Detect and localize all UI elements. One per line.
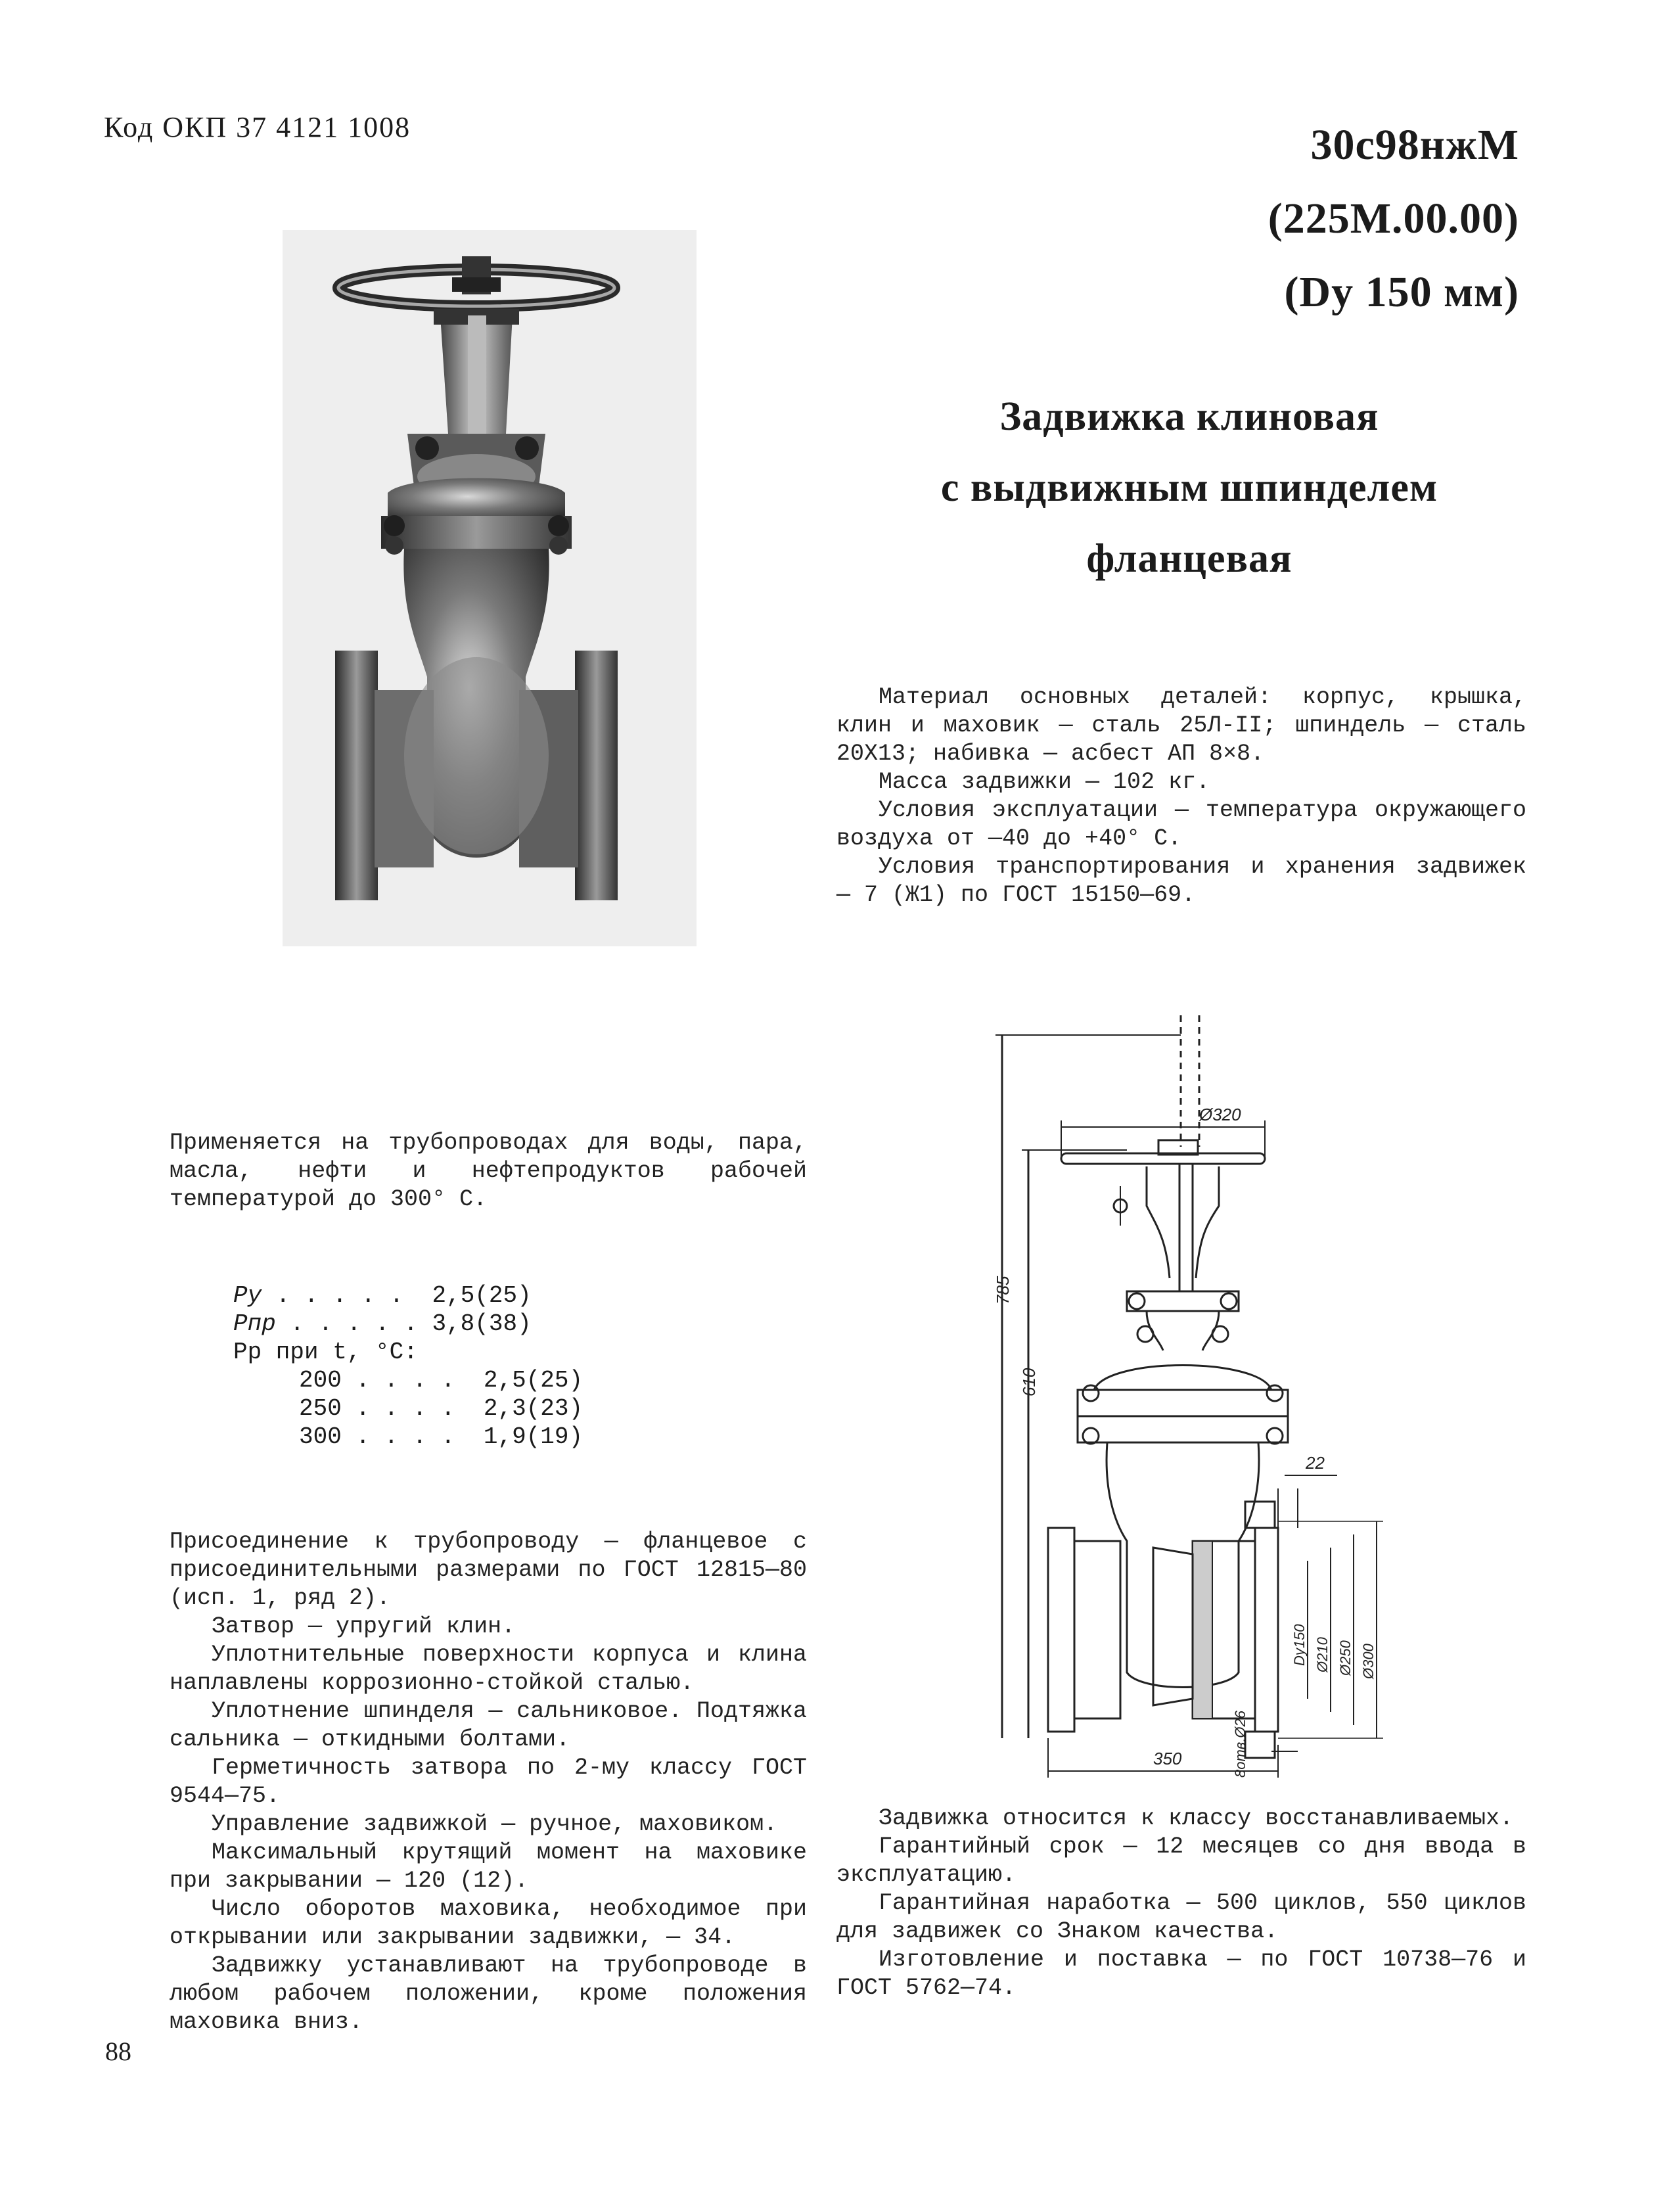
dim-wheel-diameter: Ø320 — [1199, 1105, 1241, 1124]
dimension-drawing-svg — [995, 1015, 1469, 1784]
spec-connection: Присоединение к трубопроводу — фланцевое с присоединительными размерами по ГОСТ 12815—80 (исп. 1, ряд 2). — [170, 1529, 807, 1611]
warranty-cycles: Гарантийная наработка — 500 циклов, 550 циклов для задвижек со Знаком качества. — [836, 1890, 1526, 1945]
dim-length: 350 — [1153, 1749, 1182, 1768]
mass-text: Масса задвижки — 102 кг. — [879, 769, 1210, 795]
title-line-2: с выдвижным шпинделем — [940, 465, 1438, 510]
dim-bolt-circle-diameter: Ø250 — [1337, 1640, 1354, 1676]
spec-gate: Затвор — упругий клин. — [212, 1613, 516, 1640]
okp-code: Код ОКП 37 4121 1008 — [104, 111, 411, 143]
page-number: 88 — [105, 2037, 131, 2066]
dim-open-height: 610 — [1019, 1368, 1039, 1396]
spec-installation: Задвижку устанавливают на трубопроводе в любом рабочем положении, кроме положения маховика вниз. — [170, 1952, 807, 2035]
specs-section — [170, 1528, 807, 2037]
spec-sealing-surfaces: Уплотнительные поверхности корпуса и клина наплавлены коррозионно-стойкой сталью. — [170, 1642, 807, 1696]
dim-flange-thickness: 22 — [1306, 1453, 1325, 1473]
pressure-temp-row: 300 . . . . 1,9(19) — [299, 1423, 583, 1450]
materials-text: Материал основных деталей: корпус, крышка, клин и маховик — сталь 25Л-II; шпиндель — сталь 20Х13; набивка — асбест АП 8×8. — [836, 684, 1526, 767]
valve-photo — [276, 217, 723, 946]
pressure-temp-row: 250 . . . . 2,3(23) — [299, 1395, 583, 1422]
title-line-3: фланцевая — [1086, 536, 1292, 581]
warranty-class: Задвижка относится к классу восстанавливаемых. — [879, 1805, 1514, 1832]
model-nominal-diameter: (Dy 150 мм) — [1284, 268, 1519, 316]
pressure-row: Pпр . . . . . 3,8(38) — [233, 1310, 532, 1337]
pressure-temp-row: 200 . . . . 2,5(25) — [299, 1367, 583, 1394]
model-designation: 30с98нжМ — [1310, 121, 1519, 169]
dim-raised-face-diameter: Ø210 — [1314, 1637, 1331, 1672]
application-section — [170, 1129, 807, 1214]
operating-conditions: Условия эксплуатации — температура окружающего воздуха от —40 до +40° С. — [836, 797, 1526, 852]
model-drawing-number: (225М.00.00) — [1268, 195, 1519, 242]
dim-bolt-holes: 8отв.Ø26 — [1232, 1711, 1248, 1778]
valve-photo-illustration — [276, 217, 723, 946]
title-line-1: Задвижка клиновая — [999, 394, 1379, 439]
warranty-section — [836, 1805, 1526, 2002]
pressure-table — [233, 1281, 583, 1451]
pressure-temp-header: Pр при t, °С: — [233, 1339, 418, 1366]
dim-bore-diameter: Dy150 — [1291, 1624, 1308, 1666]
materials-section — [836, 683, 1526, 910]
dim-flange-diameter: Ø300 — [1360, 1644, 1377, 1679]
spec-stem-seal: Уплотнение шпинделя — сальниковое. Подтяжка сальника — откидными болтами. — [170, 1698, 807, 1753]
spec-control: Управление задвижкой — ручное, маховиком. — [212, 1811, 778, 1837]
dim-total-height: 785 — [993, 1276, 1013, 1304]
application-text: Применяется на трубопроводах для воды, пара, масла, нефти и нефтепродуктов рабочей температурой до 300° С. — [170, 1130, 807, 1212]
pressure-row: Pу . . . . . 2,5(25) — [233, 1282, 532, 1309]
spec-tightness: Герметичность затвора по 2-му классу ГОСТ 9544—75. — [170, 1755, 807, 1809]
spec-torque: Максимальный крутящий момент на маховике при закрывании — 120 (12). — [170, 1839, 807, 1894]
warranty-standards: Изготовление и поставка — по ГОСТ 10738—76 и ГОСТ 5762—74. — [836, 1947, 1526, 2001]
storage-conditions: Условия транспортирования и хранения задвижек — 7 (Ж1) по ГОСТ 15150—69. — [836, 854, 1526, 908]
dimension-drawing — [995, 1015, 1469, 1784]
warranty-period: Гарантийный срок — 12 месяцев со дня ввода в эксплуатацию. — [836, 1833, 1526, 1888]
spec-turns: Число оборотов маховика, необходимое при открывании или закрывании задвижки, — 34. — [170, 1896, 807, 1950]
